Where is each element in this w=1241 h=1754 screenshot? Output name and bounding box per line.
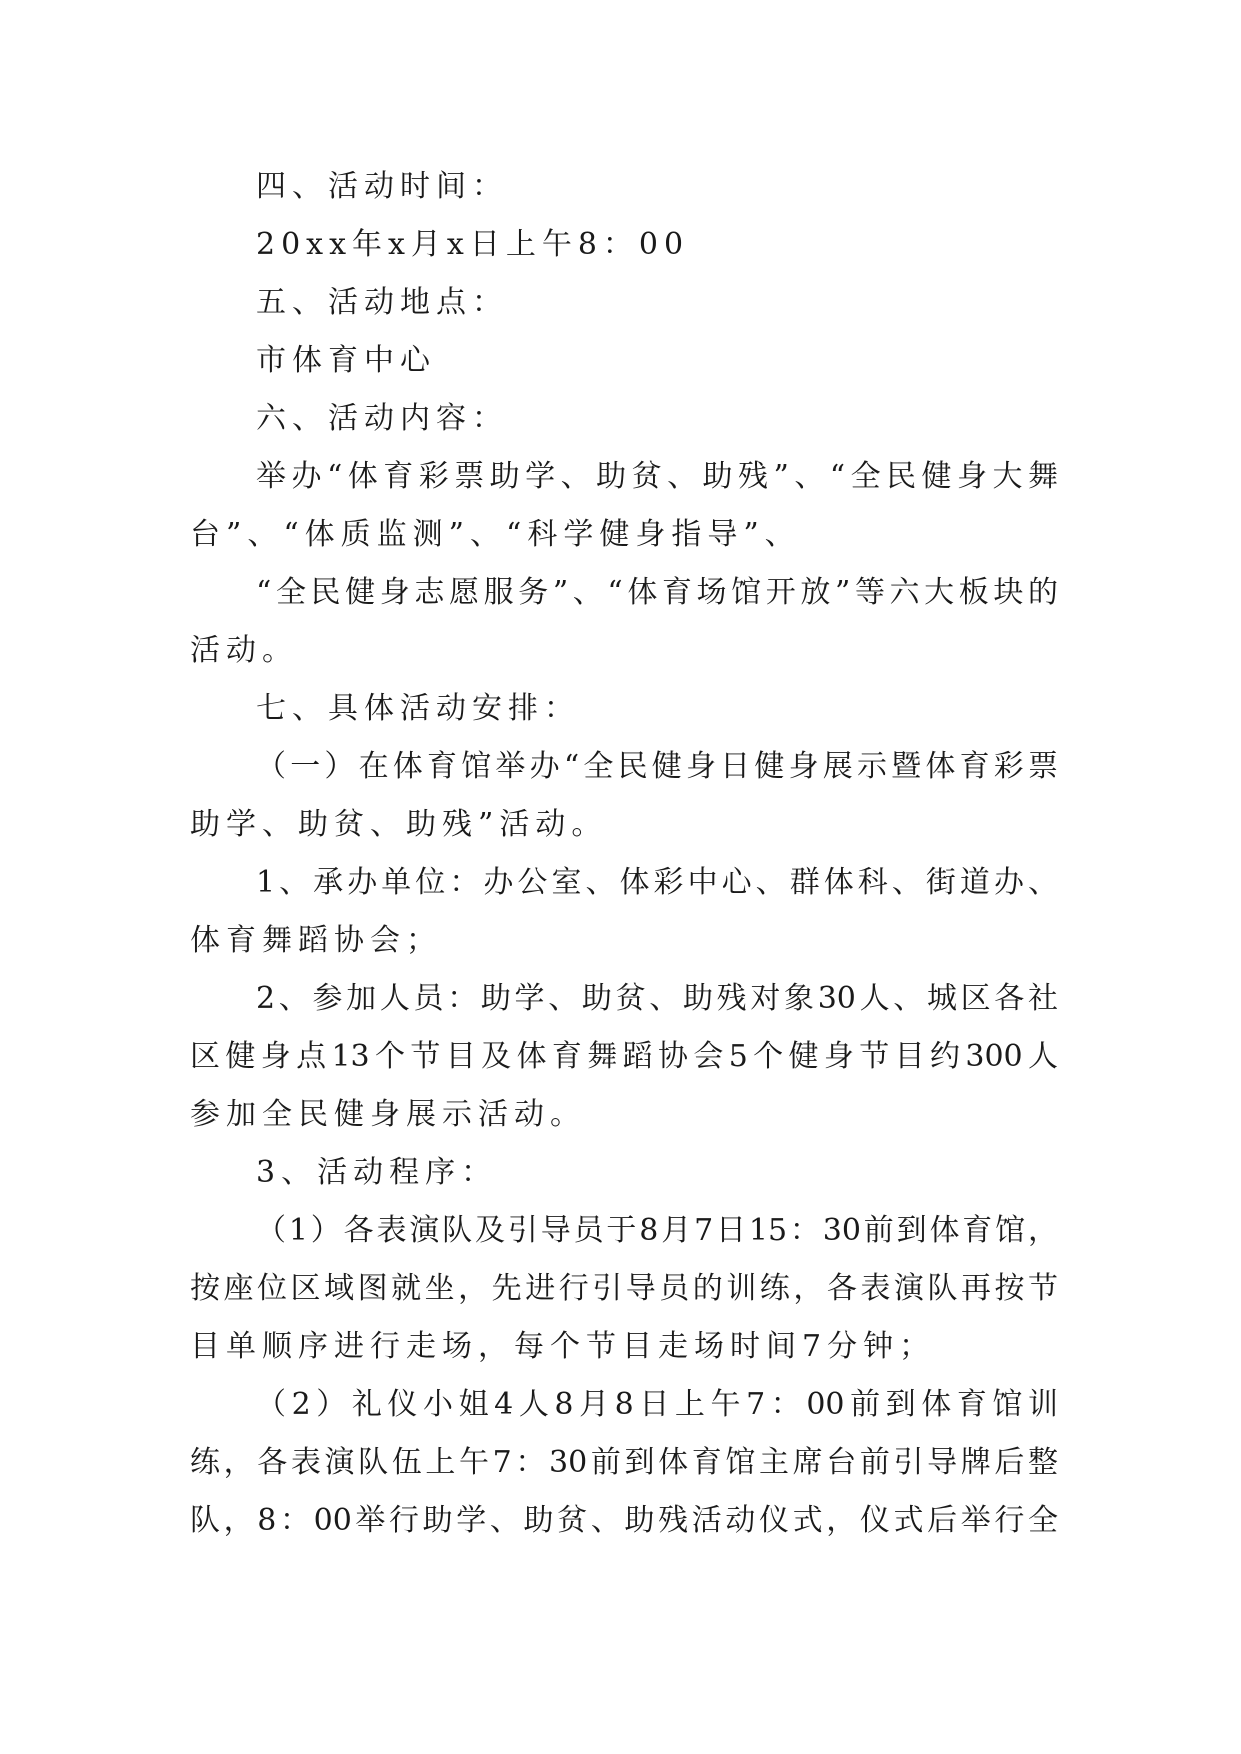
paragraph-line: （1）各表演队及引导员于8月7日15：30前到体育馆， — [256, 1213, 1058, 1248]
section-heading-arrangement: 七、具体活动安排： — [256, 691, 580, 726]
paragraph-line: 参加全民健身展示活动。 — [190, 1097, 586, 1132]
section-heading-location: 五、活动地点： — [256, 285, 508, 320]
paragraph-line: 活动。 — [190, 633, 298, 668]
paragraph-line: （一）在体育馆举办“全民健身日健身展示暨体育彩票 — [256, 749, 1058, 784]
paragraph-line: 市体育中心 — [256, 343, 436, 378]
paragraph-line: 练，各表演队伍上午7：30前到体育馆主席台前引导牌后整 — [190, 1445, 1058, 1480]
paragraph-line: （2）礼仪小姐4人8月8日上午7：00前到体育馆训 — [256, 1387, 1058, 1422]
document-body — [190, 158, 1058, 1550]
paragraph-line: 区健身点13个节目及体育舞蹈协会5个健身节目约300人 — [190, 1039, 1058, 1074]
paragraph-line: 2、参加人员：助学、助贫、助残对象30人、城区各社 — [256, 981, 1058, 1016]
paragraph-line: 目单顺序进行走场，每个节目走场时间7分钟； — [190, 1329, 936, 1364]
paragraph-line: “全民健身志愿服务”、“体育场馆开放”等六大板块的 — [256, 575, 1058, 610]
section-heading-content: 六、活动内容： — [256, 401, 508, 436]
section-heading-time: 四、活动时间： — [256, 169, 508, 204]
paragraph-line: 台”、“体质监测”、“科学健身指导”、 — [190, 517, 801, 552]
paragraph-line: 20xx年x月x日上午8：00 — [256, 227, 690, 262]
subsection-heading-procedure: 3、活动程序： — [256, 1155, 498, 1190]
paragraph-line: 1、承办单位：办公室、体彩中心、群体科、街道办、 — [256, 865, 1058, 900]
paragraph-line: 助学、助贫、助残”活动。 — [190, 807, 608, 842]
paragraph-line: 队，8：00举行助学、助贫、助残活动仪式，仪式后举行全 — [190, 1503, 1058, 1538]
paragraph-line: 举办“体育彩票助学、助贫、助残”、“全民健身大舞 — [256, 459, 1058, 494]
paragraph-line: 按座位区域图就坐，先进行引导员的训练，各表演队再按节 — [190, 1271, 1058, 1306]
paragraph-line: 体育舞蹈协会； — [190, 923, 442, 958]
